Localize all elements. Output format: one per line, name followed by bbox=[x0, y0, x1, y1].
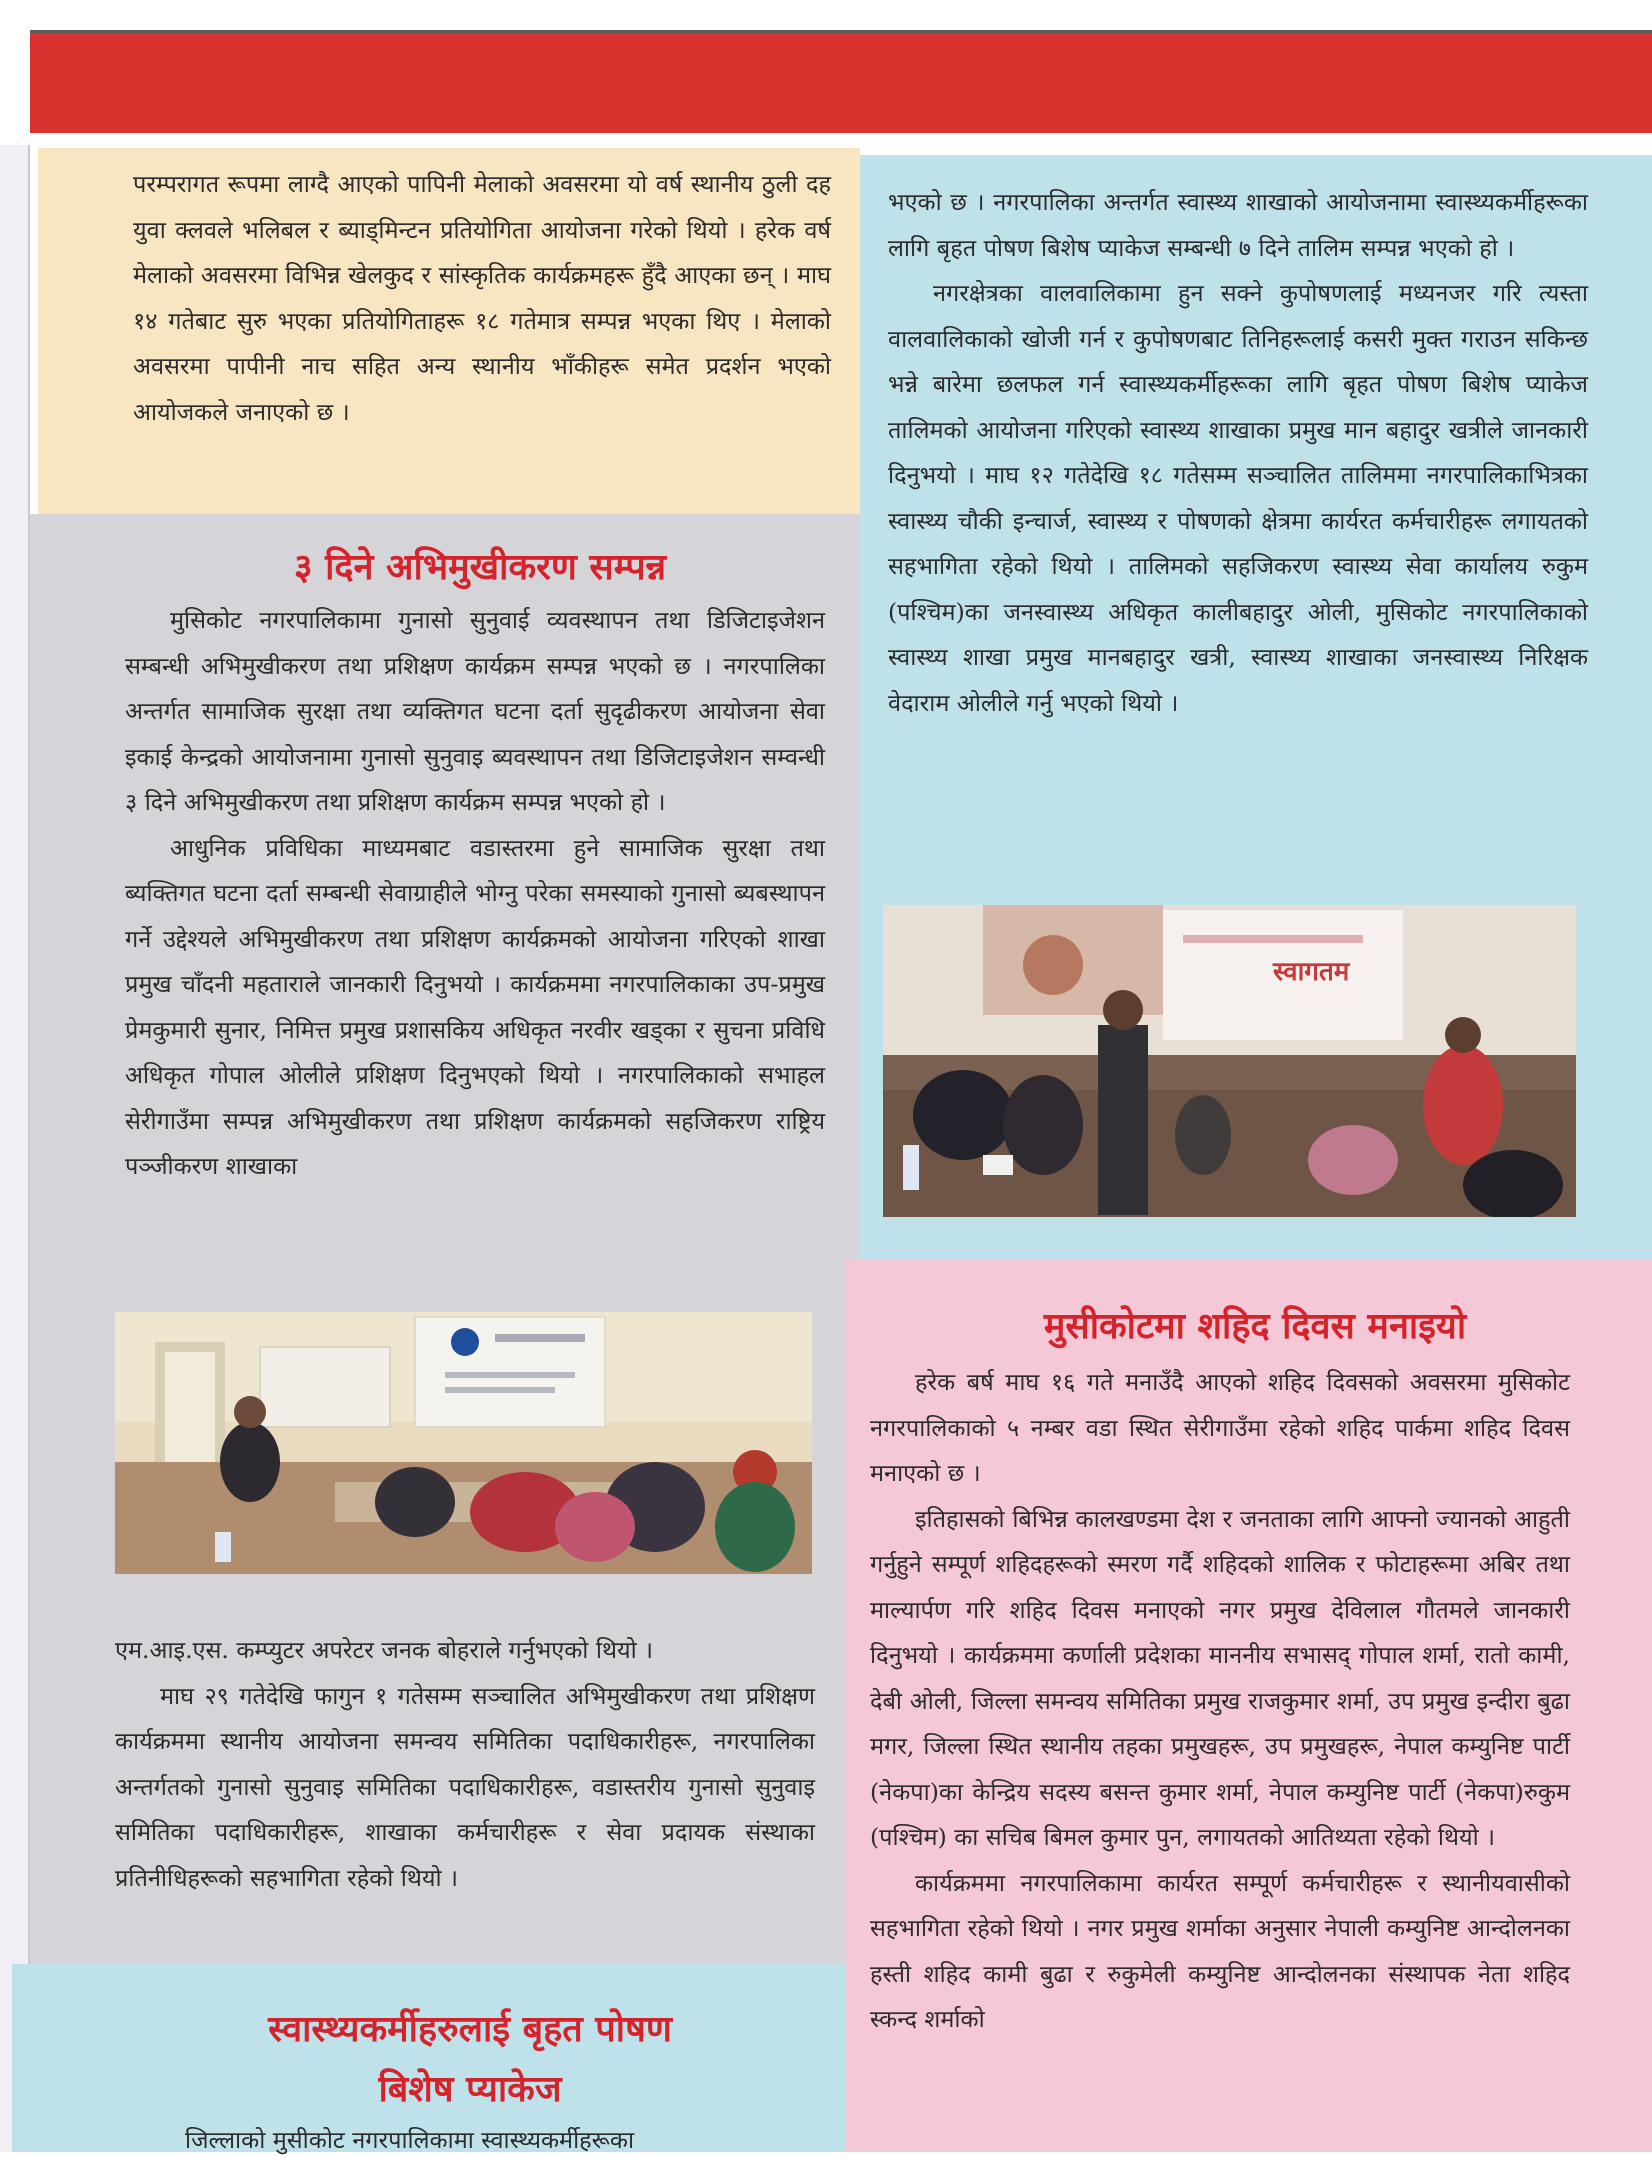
nutrition-heading-line-2: बिशेष प्याकेज bbox=[378, 2069, 562, 2110]
orientation-para-4: माघ २९ गतेदेखि फागुन १ गतेसम्म सञ्चालित अभिमुखीकरण तथा प्रशिक्षण कार्यक्रममा स्थानीय आयोजना समन्वय समितिका पदाधिकारीहरू, नगरपालिका अन्तर्गतको गुनासो सुनुवाइ समितिका पदाधिकारीहरू, वडास्तरीय गुनासो सुनुवाइ समितिका पदाधिकारीहरू, शाखाका कर्मचारीहरू र सेवा प्रदायक संस्थाका प्रतिनीधिहरूको सहभागिता रहेको थियो । bbox=[115, 1681, 815, 1892]
nutrition-heading-line-1: स्वास्थ्यकर्मीहरुलाई बृहत पोषण bbox=[268, 2009, 672, 2050]
martyr-day-para-3: कार्यक्रममा नगरपालिकामा कार्यरत सम्पूर्ण कर्मचारीहरू र स्थानीयवासीको सहभागिता रहेको थियो । नगर प्रमुख शर्माका अनुसार नेपाली कम्युनिष्ट आन्दोलनका हस्ती शहिद कामी बुढा र रुकुमेली कम्युनिष्ट आन्दोलनका संस्थापक नेता शहिद स्कन्द शर्माको bbox=[870, 1868, 1570, 2033]
nutrition-continued-para-1: भएको छ । नगरपालिका अन्तर्गत स्वास्थ्य शाखाको आयोजनामा स्वास्थ्यकर्मीहरूका लागि बृहत पोषण बिशेष प्याकेज सम्बन्धी ७ दिने तालिम सम्पन्न भएको हो । bbox=[888, 188, 1588, 262]
top-red-banner bbox=[30, 33, 1652, 133]
binding-margin bbox=[0, 145, 30, 2152]
nutrition-training-photo bbox=[883, 905, 1576, 1217]
orientation-para-2: आधुनिक प्रविधिका माध्यमबाट वडास्तरमा हुने सामाजिक सुरक्षा तथा ब्यक्तिगत घटना दर्ता सम्बन्धी सेवाग्राहीले भोग्नु परेका समस्याको गुनासो ब्यबस्थापन गर्ने उद्देश्यले अभिमुखीकरण तथा प्रशिक्षण कार्यक्रमको आयोजना गरिएको शाखा प्रमुख चाँदनी महताराले जानकारी दिनुभयो । कार्यक्रममा नगरपालिकाका उप-प्रमुख प्रेमकुमारी सुनार, निमित्त प्रमुख प्रशासकिय अधिकृत नरवीर खड्का र सुचना प्रविधि अधिकृत गोपाल ओलीले प्रशिक्षण दिनुभएको थियो । नगरपालिकाको सभाहल सेरीगाउँमा सम्पन्न अभिमुखीकरण तथा प्रशिक्षण कार्यक्रमको सहजिकरण राष्ट्रिय पञ्जीकरण शाखाका bbox=[125, 833, 825, 1180]
papini-fair-text: परम्परागत रूपमा लाग्दै आएको पापिनी मेलाको अवसरमा यो वर्ष स्थानीय ठुली दह युवा क्लवले भलिबल र ब्याड्मिन्टन प्रतियोगिता आयोजना गरेको थियो । हरेक वर्ष मेलाको अवसरमा विभिन्न खेलकुद र सांस्कृतिक कार्यक्रमहरू हुँदै आएका छन् । माघ १४ गतेबाट सुरु भएका प्रतियोगिताहरू १८ गतेमात्र सम्पन्न भएका थिए । मेलाको अवसरमा पापीनी नाच सहित अन्य स्थानीय भाँकीहरू समेत प्रदर्शन भएको आयोजकले जनाएको छ । bbox=[133, 170, 831, 426]
martyr-day-para-1: हरेक बर्ष माघ १६ गते मनाउँदै आएको शहिद दिवसको अवसरमा मुसिकोट नगरपालिकाको ५ नम्बर वडा स्थित सेरीगाउँमा रहेको शहिद पार्कमा शहिद दिवस मनाएको छ । bbox=[870, 1368, 1570, 1487]
photo-banner-text: स्वागतम bbox=[1273, 957, 1350, 987]
nutrition-lead bbox=[140, 2118, 830, 2164]
nutrition-continued-body bbox=[888, 180, 1588, 726]
orientation-para-3: एम.आइ.एस. कम्प्युटर अपरेटर जनक बोहराले गर्नुभएको थियो । bbox=[115, 1636, 654, 1664]
nutrition-heading bbox=[130, 2000, 810, 2120]
orientation-para-1: मुसिकोट नगरपालिकामा गुनासो सुनुवाई व्यवस्थापन तथा डिजिटाइजेशन सम्बन्धी अभिमुखीकरण तथा प्रशिक्षण कार्यक्रम सम्पन्न भएको छ । नगरपालिका अन्तर्गत सामाजिक सुरक्षा तथा व्यक्तिगत घटना दर्ता सुदृढीकरण आयोजना सेवा इकाई केन्द्रको आयोजनामा गुनासो सुनुवाइ ब्यवस्थापन तथा डिजिटाइजेशन सम्वन्धी ३ दिने अभिमुखीकरण तथा प्रशिक्षण कार्यक्रम सम्पन्न भएको हो । bbox=[125, 606, 825, 816]
martyr-day-heading: मुसीकोटमा शहिद दिवस मनाइयो bbox=[1043, 1306, 1467, 1347]
martyr-day-body bbox=[870, 1360, 1570, 2043]
papini-fair-article bbox=[133, 162, 831, 435]
nutrition-continued-para-2: नगरक्षेत्रका वालवालिकामा हुन सक्ने कुपोषणलाई मध्यनजर गरि त्यस्ता वालवालिकाको खोजी गर्न र कुपोषणबाट तिनिहरूलाई कसरी मुक्त गराउन सकिन्छ भन्ने बारेमा छलफल गर्न स्वास्थ्यकर्मीहरूका लागि बृहत पोषण बिशेष प्याकेज तालिमको आयोजना गरिएको स्वास्थ्य शाखाका प्रमुख मान बहादुर खत्रीले जानकारी दिनुभयो । माघ १२ गतेदेखि १८ गतेसम्म सञ्चालित तालिममा नगरपालिकाभित्रका स्वास्थ्य चौकी इन्चार्ज, स्वास्थ्य र पोषणको क्षेत्रमा कार्यरत कर्मचारीहरू लगायतको सहभागिता रहेको थियो । तालिमको सहजिकरण स्वास्थ्य सेवा कार्यालय रुकुम (पश्चिम)का जनस्वास्थ्य अधिकृत कालीबहादुर ओली, मुसिकोट नगरपालिकाको स्वास्थ्य शाखा प्रमुख मानबहादुर खत्री, स्वास्थ्य शाखाका जनस्वास्थ्य निरिक्षक वेदाराम ओलीले गर्नु भएको थियो । bbox=[888, 279, 1588, 717]
orientation-body-upper bbox=[125, 598, 825, 1190]
orientation-heading: ३ दिने अभिमुखीकरण सम्पन्न bbox=[293, 547, 667, 588]
martyr-day-para-2: इतिहासको बिभिन्न कालखण्डमा देश र जनताका लागि आफ्नो ज्यानको आहुती गर्नुहुने सम्पूर्ण शहिदहरूको स्मरण गर्दै शहिदको शालिक र फोटाहरूमा अबिर तथा माल्यार्पण गरि शहिद दिवस मनाएको नगर प्रमुख देविलाल गौतमले जानकारी दिनुभयो । कार्यक्रममा कर्णाली प्रदेशका माननीय सभासद् गोपाल शर्मा, रातो कामी, देबी ओली, जिल्ला समन्वय समितिका प्रमुख राजकुमार शर्मा, उप प्रमुख इन्दीरा बुढा मगर, जिल्ला स्थित स्थानीय तहका प्रमुखहरू, उप प्रमुखहरू, नेपाल कम्युनिष्ट पार्टी (नेकपा)का केन्द्रिय सदस्य बसन्त कुमार शर्मा, नेपाल कम्युनिष्ट पार्टी (नेकपा)रुकुम (पश्चिम) का सचिब बिमल कुमार पुन, लगायतको आतिथ्यता रहेको थियो । bbox=[870, 1504, 1570, 1851]
orientation-body-lower bbox=[115, 1628, 815, 1901]
nutrition-lead-text: जिल्लाको मुसीकोट नगरपालिकामा स्वास्थ्यकर्मीहरूका bbox=[185, 2126, 635, 2154]
orientation-photo bbox=[115, 1312, 812, 1574]
